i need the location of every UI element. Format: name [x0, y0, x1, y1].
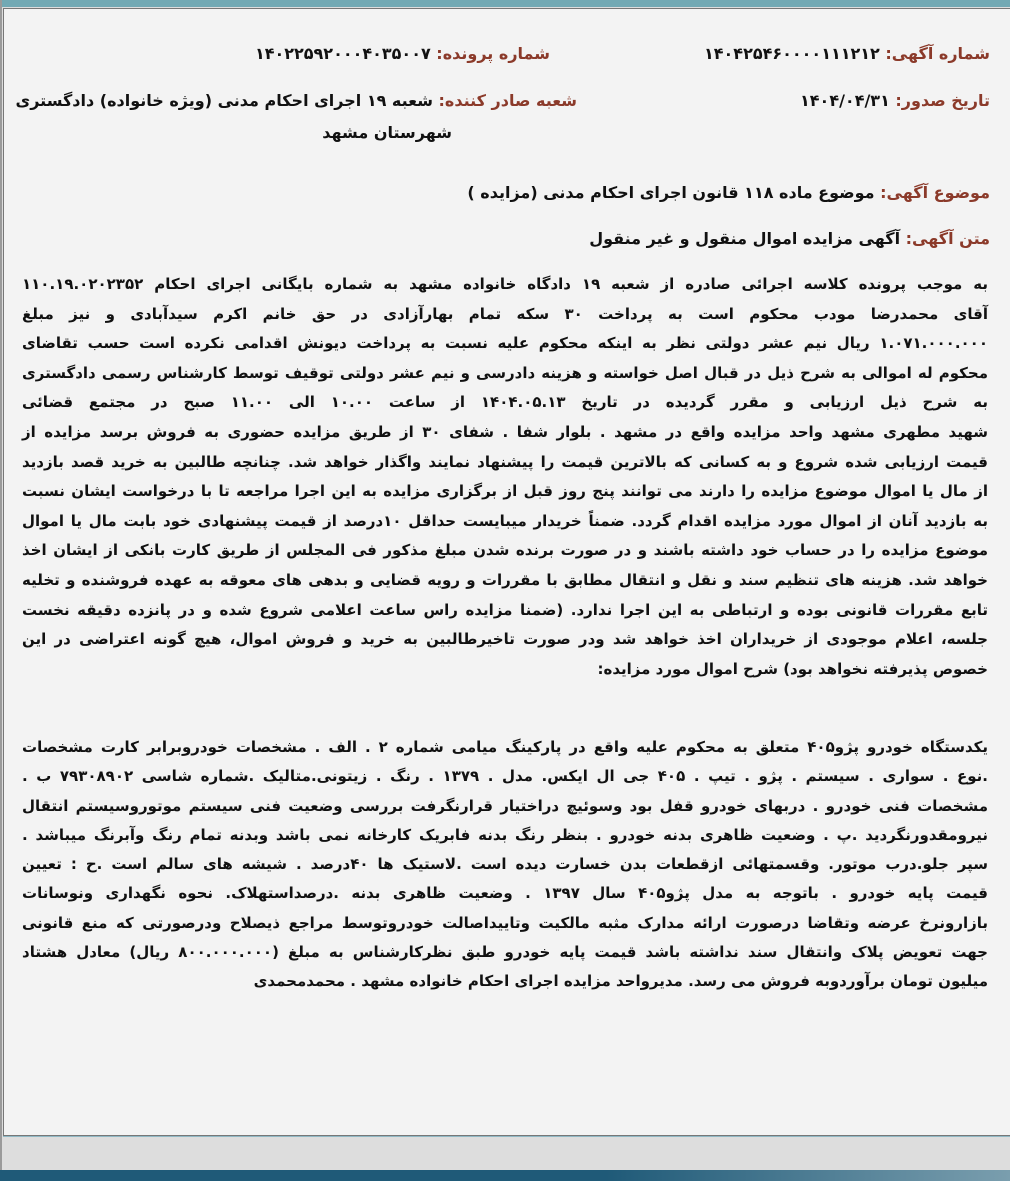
paragraph-line: مشخصات فنی خودرو . دربهای خودرو قفل بود وسوئیچ دراختیار قرارنگرفت بررسی وضعیت فنی سیستم موتوروسیستم انتقال: [22, 796, 988, 815]
ad-text-label: متن آگهی:: [905, 229, 990, 248]
ad-body-paragraph-2: [22, 733, 988, 997]
paragraph-line: جلسه، اعلام موجودی از خریداران اخذ خواهد شد ودر صورت تاخیرطالبین به خرید و فروش اموال، هیچ گونه اعتراضی در این: [22, 630, 988, 649]
ad-body-paragraph-1: [22, 270, 988, 684]
ad-number-field: [704, 44, 990, 63]
issue-date-value: ۱۴۰۴/۰۴/۳۱: [800, 91, 890, 110]
paragraph-line: ۱.۰۷۱.۰۰۰.۰۰۰ ریال نیم عشر دولتی نظر به اینکه محکوم علیه نسبت به پرداخت دیونش اقدامی نکرده است حسب تقاضای: [22, 334, 988, 353]
file-number-field: [255, 44, 550, 63]
paragraph-line: آقای محمدرضا مودب محکوم است به پرداخت ۳۰ سکه تمام بهارآزادی در حق خانم اکرم سیدآبادی و نیز مبلغ: [22, 304, 988, 323]
ad-number-label: شماره آگهی:: [885, 44, 990, 63]
branch-value-line2: شهرستان مشهد: [322, 123, 452, 142]
subject-label: موضوع آگهی:: [880, 183, 990, 202]
paragraph-line: میلیون تومان برآوردوبه فروش می رسد. مدیرواحد مزایده اجرای احکام خانواده مشهد . محمدمحمدی: [253, 972, 988, 991]
paragraph-line: خواهد شد. هزینه های تنظیم سند و نقل و انتقال مطابق با مقررات و رویه قضایی و بدهی های معوقه به عهده فروشنده و تخلیه: [22, 570, 988, 589]
paragraph-line: خصوص پذیرفته نخواهد بود) شرح اموال مورد مزایده:: [597, 659, 988, 678]
paragraph-line: محکوم له اموالی به شرح ذیل در قبال اصل خواسته و هزینه دادرسی و نیم عشر دولتی توقیف توسط کارشناس رسمی دادگستری: [22, 363, 988, 382]
ad-text-title: آگهی مزایده اموال منقول و غیر منقول: [589, 229, 901, 248]
paragraph-line: موضوع مزایده را در حساب خود داشته باشند و در صورت برنده شدن مبلغ مذکور فی المجلس از طریق کارت بانکی از ایشان اخذ: [22, 541, 988, 560]
paragraph-line: تابع مقررات قانونی بوده و ارتباطی به این اجرا ندارد. (ضمنا مزایده راس ساعت اعلامی شروع شده و در پانزده دقیقه نخست: [22, 600, 988, 619]
paragraph-line: .نوع . سواری . سیستم . پژو . تیپ . ۴۰۵ جی ال ایکس. مدل . ۱۳۷۹ . رنگ . زیتونی.متالیک .شماره شاسی ۷۹۳۰۸۹۰۲ ب .: [22, 767, 989, 786]
paragraph-line: جهت تعویض پلاک وانتقال سند نداشته باشد قیمت پایه خودرو طبق نظرکارشناس به مبلغ (۸۰۰.۰۰۰.۰۰۰ ریال) معادل هشتاد: [22, 943, 988, 962]
ad-text-title-field: [589, 229, 990, 248]
issue-date-label: تاریخ صدور:: [895, 91, 990, 110]
branch-field: [16, 91, 577, 110]
branch-label: شعبه صادر کننده:: [438, 91, 577, 110]
paragraph-line: به شرح ذیل ارزیابی و مقرر گردیده در تاریخ ۱۴۰۴.۰۵.۱۳ از ساعت ۱۰.۰۰ الی ۱۱.۰۰ صبح در مجتمع قضائی: [22, 393, 988, 412]
paragraph-line: نیرومقدورنگردید .پ . وضعیت ظاهری بدنه خودرو . بنظر رنگ بدنه فابریک کارخانه نمی باشد وبدنه تمام رنگ وآبرنگ میباشد .: [22, 825, 988, 844]
branch-value-line1: شعبه ۱۹ اجرای احکام مدنی (ویژه خانواده) دادگستری: [15, 91, 433, 110]
paragraph-line: یکدستگاه خودرو پژو۴۰۵ متعلق به محکوم علیه واقع در پارکینگ میامی شماره ۲ . الف . مشخصات خودروبرابر کارت مشخصات: [22, 738, 988, 756]
window-left-edge: [0, 0, 2, 1170]
paragraph-line: قیمت ارزیابی شده شروع و به کسانی که بالاترین قیمت را پیشنهاد نمایند واگذار خواهد شد. چنانچه طالبین به خرید قصد بازدید: [22, 452, 988, 471]
paragraph-line: به موجب پرونده کلاسه اجرائی صادره از شعبه ۱۹ دادگاه خانواده مشهد به شماره بایگانی اجرای احکام ۱۱۰.۱۹.۰۲۰۲۳۵۲: [22, 275, 988, 293]
ad-number-value: ۱۴۰۴۲۵۴۶۰۰۰۰۱۱۱۲۱۲: [704, 44, 880, 63]
window-top-bar: [0, 0, 1010, 7]
taskbar: [0, 1170, 1010, 1181]
subject-field: [467, 183, 990, 202]
file-number-value: ۱۴۰۲۲۵۹۲۰۰۰۴۰۳۵۰۰۷: [254, 44, 431, 63]
paragraph-line: از مال یا اموال موضوع مزایده را دارند می توانند پنج روز قبل از برگزاری مزایده به این اجرا مراجعه تا با درخواست ایشان نسبت: [22, 482, 988, 501]
paragraph-line: به بازدید آنان از اموال مورد مزایده اقدام گردد. ضمناً خریدار میبایست حداقل ۱۰درصد از قیمت پیشنهادی خود بابت مال یا اموال: [22, 511, 988, 530]
paragraph-line: شهید مطهری مشهد واحد مزایده واقع در مشهد . بلوار شفا . شفای ۳۰ از طریق مزایده حضوری به فروش برسد مزایده از: [22, 422, 988, 441]
paragraph-line: بازارونرخ عرضه وتقاضا درصورت ارائه مدارک مثبه مالکیت وتاییداصالت خودروتوسط مراجع ذیصلاح ودرصورتی که منع قانونی: [22, 913, 988, 932]
subject-value: موضوع ماده ۱۱۸ قانون اجرای احکام مدنی (مزایده ): [467, 183, 875, 202]
paragraph-line: سپر جلو.درب موتور. وقسمتهائی ازقطعات بدن خسارت دیده است .لاستیک ها ۴۰درصد . شیشه های سالم است .ح : تعیین: [22, 855, 989, 874]
file-number-label: شماره پرونده:: [436, 44, 550, 63]
issue-date-field: [800, 91, 990, 110]
paragraph-line: قیمت پایه خودرو . باتوجه به مدل پژو۴۰۵ سال ۱۳۹۷ . وضعیت ظاهری بدنه .درصداستهلاک. نحوه نگهداری ونوسانات: [22, 884, 988, 903]
